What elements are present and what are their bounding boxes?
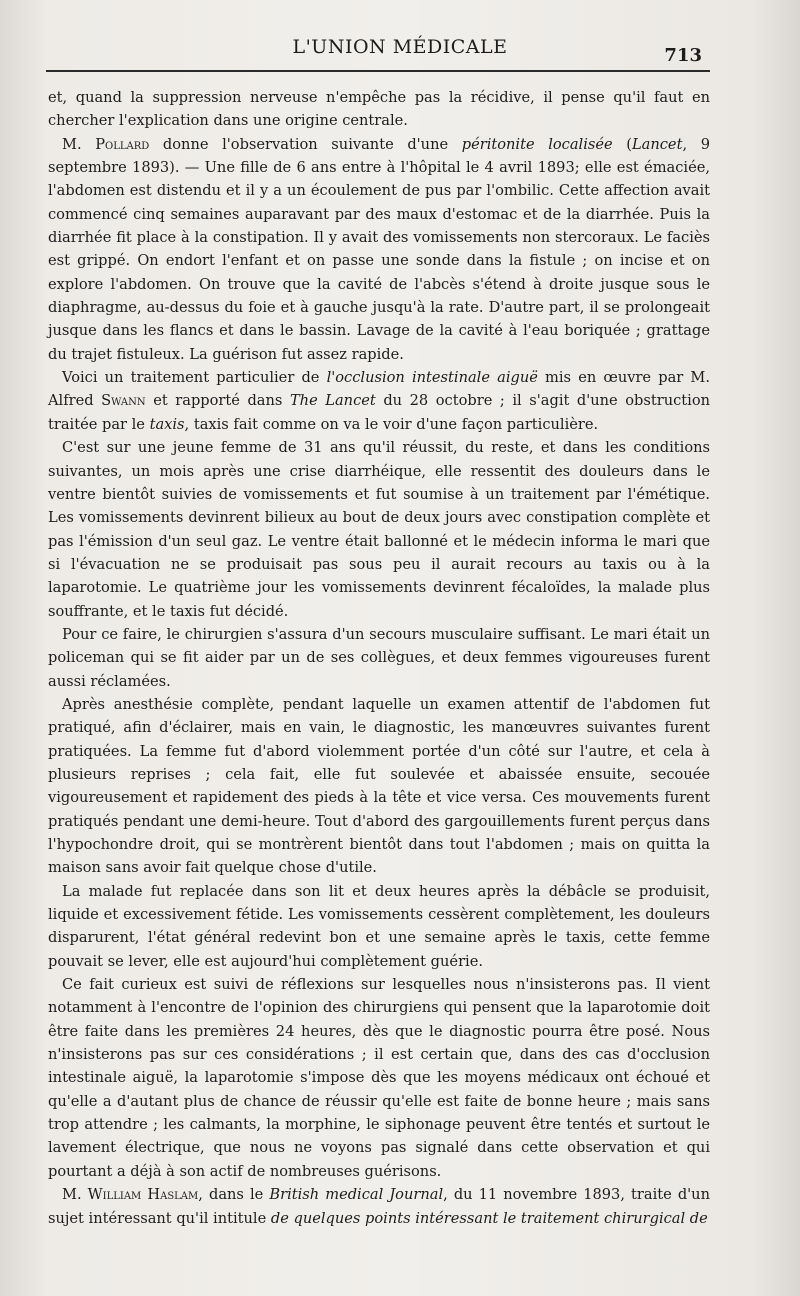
text-run: et, quand la suppression nerveuse n'empêche pas la récidive, il pense qu'il faut en chercher l'explication dans une origine centrale. [48,89,710,130]
paragraph-outcome [48,880,710,973]
paragraph-maneuvers [48,693,710,880]
text-run: Après anesthésie complète, pendant laquelle un examen attentif de l'abdomen fut pratiqué, afin d'éclairer, mais en vain, le diagnostic, les manœuvres suivantes furent pratiquées. La femme fut d'abord violemment portée d'un côté sur l'autre, et cela à plusieurs reprises ; cela fait, elle fut soulevée et abaissée ensuite, secouée vigoureusement et rapidement des pieds à la tête et vice versa. Ces mouvements furent pratiqués pendant une demi-heure. Tout d'abord des gargouillements furent perçus dans l'hypochondre droit, qui se montrèrent bientôt dans tout l'abdomen ; mais on quitta la maison sans avoir fait quelque chose d'utile. [48,695,710,877]
header-rule [46,70,710,72]
article-body [48,86,710,1230]
text-run: Ce fait curieux est suivi de réflexions sur lesquelles nous n'insisterons pas. Il vient notamment à l'encontre de l'opinion des chirurgiens qui pensent que la laparotomie doit être faite dans les premières 24 heures, dès que le diagnostic pourra être posé. Nous n'insisterons pas sur ces considérations ; il est certain que, dans des cas d'occlusion intestinale aiguë, la laparotomie s'impose dès que les moyens médicaux ont échoué et qu'elle a d'autant plus de chance de réussir qu'elle est faite de bonne heure ; mais sans trop attendre ; les calmants, la morphine, le siphonage peuvent être tentés et surtout le lavement électrique, que nous ne voyons pas signalé dans cette observation et qui pourtant a déjà à son actif de nombreuses guérisons. [48,976,710,1180]
text-run: Voici un traitement particulier de [62,369,327,387]
text-run: M. [62,1186,88,1204]
page-number: 713 [664,45,702,66]
text-run: , du 11 novembre 1893, traite d'un sujet intéressant qu'il intitule [48,1186,710,1227]
author-name: Pollard [95,135,150,153]
italic-text-run: The Lancet [289,392,376,410]
paragraph-pollard-observation [48,133,710,366]
text-run: C'est sur une jeune femme de 31 ans qu'il réussit, du reste, et dans les conditions suivantes, un mois après une crise diarrhéique, elle ressentit des douleurs dans le ventre bientôt suivies de vomissements et fut soumise à un traitement par l'émétique. Les vomissements devinrent bilieux au bout de deux jours avec constipation complète et pas l'émission d'un seul gaz. Le ventre était ballonné et le médecin informa le mari que si l'évacuation ne se produisait pas sous peu il aurait recours au taxis ou à la laparotomie. Le quatrième jour les vomissements devinrent fécaloïdes, la malade plus souffrante, et le taxis fut décidé. [48,439,710,620]
italic-text-run: l'occlusion intestinale aiguë [326,369,538,387]
paragraph-case-history [48,436,710,623]
italic-text-run: péritonite localisée [461,135,613,153]
italic-text-run: Lancet [631,135,683,153]
text-run: donne l'observation suivante d'une [149,135,462,153]
italic-text-run: taxis [149,415,185,433]
running-header-title: L'UNION MÉDICALE [292,36,508,58]
text-run: , taxis fait comme on va le voir d'une façon particulière. [184,415,599,433]
author-name: William Haslam [87,1186,199,1204]
paragraph-commentary [48,973,710,1183]
text-run: , dans le [198,1186,270,1204]
text-run: et rapporté dans [145,392,290,410]
italic-text-run: de quelques points intéressant le traitement chirurgical de [270,1209,708,1227]
text-run: du 28 octobre ; il s'agit d'une obstruction traitée par le [48,392,711,433]
author-name: Swann [101,392,146,410]
italic-text-run: British medical Journal [269,1186,444,1204]
text-run: mis en œuvre par M. Alfred [48,369,710,410]
text-run: , 9 septembre 1893). — Une fille de 6 ans entre à l'hôpital le 4 avril 1893; elle est émaciée, l'abdomen est distendu et il y a un écoulement de pus par l'ombilic. Cette affection avait commencé cinq semaines auparavant par des maux d'estomac et de la diarrhée. Puis la diarrhée fit place à la constipation. Il y avait des vomissements non stercoraux. Le faciès est grippé. On endort l'enfant et on passe une sonde dans la fistule ; on incise et on explore l'abdomen. On trouve que la cavité de l'abcès s'étend à droite jusque sous le diaphragme, au-dessus du foie et à gauche jusqu'à la rate. D'autre part, il se prolongeait jusque dans les flancs et dans le bassin. Lavage de la cavité à l'eau boriquée ; grattage du trajet fistuleux. La guérison fut assez rapide. [48,135,710,363]
text-run: La malade fut replacée dans son lit et deux heures après la débâcle se produisit, liquide et excessivement fétide. Les vomissements cessèrent complètement, les douleurs disparurent, l'état général redevint bon et une semaine après le taxis, cette femme pouvait se lever, elle est aujourd'hui complètement guérie. [48,882,710,970]
paragraph-swann-intro [48,366,710,436]
paragraph-continuation [48,86,710,133]
text-run: Pour ce faire, le chirurgien s'assura d'un secours musculaire suffisant. Le mari était un policeman qui se fit aider par un de ses collègues, et deux femmes vigoureuses furent aussi réclamées. [48,625,710,690]
text-run: ( [612,135,632,153]
paragraph-haslam [48,1183,710,1230]
paragraph-assistance [48,623,710,693]
text-run: M. [62,135,96,153]
